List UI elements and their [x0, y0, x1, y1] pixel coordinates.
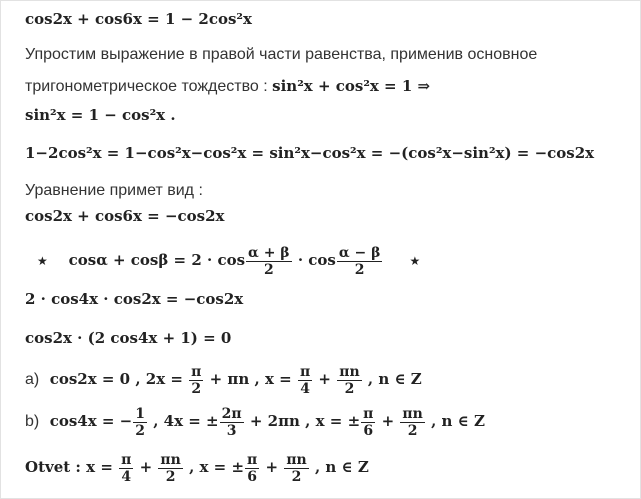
fraction-numerator: 1: [135, 405, 145, 422]
fraction-denominator: 2: [284, 468, 308, 485]
fraction: [400, 406, 424, 439]
fraction-half-sum: [246, 245, 292, 278]
case-b-text: + 2πn , x = ±: [244, 412, 361, 430]
fraction: [220, 406, 244, 439]
fraction-numerator: π: [191, 363, 202, 380]
case-b-text: +: [376, 412, 400, 430]
fraction-numerator: πn: [339, 363, 360, 380]
fraction-numerator: α − β: [338, 244, 381, 261]
answer-text: , x = ±: [183, 458, 245, 476]
fraction-denominator: 2: [135, 422, 145, 439]
answer-label: Otvet :: [25, 458, 81, 476]
answer-text: , n ∈ Z: [309, 458, 369, 476]
fraction-denominator: 6: [245, 468, 259, 485]
fraction-denominator: 2: [337, 380, 361, 397]
fraction: [119, 452, 133, 485]
answer-text: +: [134, 458, 158, 476]
identity-line: [25, 76, 430, 97]
fraction-numerator: π: [363, 405, 374, 422]
fraction: [158, 452, 182, 485]
case-a-text: +: [313, 370, 337, 388]
case-b-text: , 4x = ±: [147, 412, 219, 430]
fraction-numerator: π: [299, 363, 311, 380]
fraction: [337, 364, 361, 397]
text-equation-becomes: Уравнение примет вид :: [25, 182, 203, 199]
case-b-solution: [25, 401, 485, 442]
case-a-label: a): [25, 371, 40, 388]
fraction-denominator: 2: [189, 380, 203, 397]
answer-line: [25, 447, 369, 487]
text-simplify: Упростим выражение в правой части равенства, применив основное: [25, 46, 538, 63]
fraction-numerator: α + β: [248, 244, 290, 261]
formula-left: cosα + cosβ = 2 · cos: [68, 251, 246, 269]
case-b-label: b): [25, 413, 40, 430]
star-icon: ★: [409, 254, 421, 268]
formula-middle: · cos: [292, 251, 336, 269]
sin-squared-expression: sin²x = 1 − cos²x .: [25, 106, 176, 124]
fraction-numerator: 2π: [221, 405, 242, 422]
case-a-text: + πn , x =: [204, 370, 297, 388]
fraction-numerator: πn: [160, 451, 181, 468]
fraction-denominator: 2: [158, 468, 182, 485]
fraction-numerator: π: [247, 451, 258, 468]
star-icon: ★: [37, 254, 48, 268]
fraction: [298, 364, 312, 397]
identity-formula: sin²x + cos²x = 1 ⇒: [272, 77, 431, 95]
fraction-denominator: 2: [246, 261, 292, 278]
case-b-text: , n ∈ Z: [425, 412, 485, 430]
fraction-denominator: 2: [400, 422, 424, 439]
case-a-text: cos2x = 0 , 2x =: [49, 370, 189, 388]
fraction-denominator: 6: [361, 422, 375, 439]
sum-to-product-formula: [37, 239, 420, 282]
simplification-chain: 1−2cos²x = 1−cos²x−cos²x = sin²x−cos²x = −(cos²x−sin²x) = −cos2x: [25, 144, 595, 162]
fraction-numerator: π: [121, 451, 132, 468]
case-b-text: cos4x = −: [49, 412, 133, 430]
fraction-denominator: 4: [119, 468, 133, 485]
case-a-solution: [25, 359, 422, 400]
fraction-denominator: 4: [298, 380, 312, 397]
fraction: [245, 452, 259, 485]
answer-text: +: [260, 458, 284, 476]
case-a-text: , n ∈ Z: [362, 370, 422, 388]
fraction: [189, 364, 203, 397]
fraction-numerator: πn: [286, 451, 307, 468]
fraction-half-difference: [337, 245, 383, 278]
given-equation: cos2x + cos6x = 1 − 2cos²x: [25, 10, 252, 28]
fraction: [133, 406, 147, 439]
product-equation: 2 · cos4x · cos2x = −cos2x: [25, 290, 244, 308]
fraction-numerator: πn: [402, 405, 423, 422]
reduced-equation: cos2x + cos6x = −cos2x: [25, 207, 225, 225]
fraction-denominator: 3: [220, 422, 244, 439]
text-identity: тригонометрическое тождество :: [25, 78, 273, 95]
fraction: [284, 452, 308, 485]
fraction-denominator: 2: [337, 261, 383, 278]
factored-equation: cos2x · (2 cos4x + 1) = 0: [25, 329, 232, 347]
answer-text: x =: [80, 458, 119, 476]
fraction: [361, 406, 375, 439]
